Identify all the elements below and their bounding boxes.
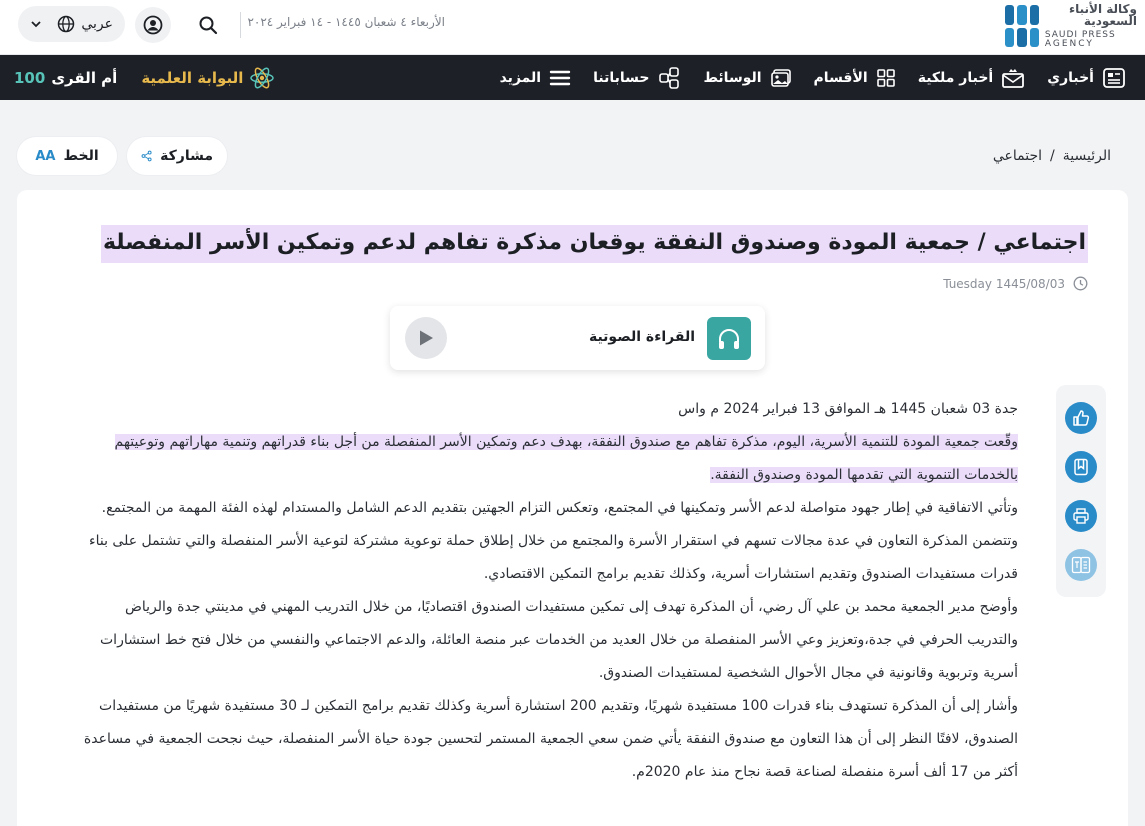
bookmark-button[interactable]	[1065, 451, 1097, 483]
nav-label: المزيد	[499, 69, 542, 86]
scientific-portal-link[interactable]	[141, 65, 275, 91]
share-button[interactable]	[127, 137, 227, 175]
article-paragraph: وأشار إلى أن المذكرة تستهدف بناء قدرات 100 مستفيدة شهريًا، وتقديم 200 استشارة أسرية وكذلك تقديم برامج التمكين لـ 30 مستفيدة شهريًا من مستفيدات الصندوق، لافتًا النظر إلى أن هذا التعاون مع صندوق النفقة يأتي ضمن سعي الجمعية المستمر لتحسين جودة حياة الأسر المنفصلة، حيث نجحت الجمعية في مساعدة أكثر من 17 ألف أسرة منفصلة لصناعة قصة نجاح منذ عام 2020م.	[83, 698, 1018, 780]
media-icon	[770, 68, 792, 88]
user-icon	[143, 15, 163, 35]
side-actions	[1056, 385, 1106, 597]
breadcrumb-section[interactable]: اجتماعي	[992, 148, 1043, 164]
partner-label: أم القرى	[51, 69, 118, 87]
breadcrumb	[993, 148, 1111, 164]
account-button[interactable]	[135, 7, 171, 43]
partner-badge: 100	[14, 69, 46, 87]
headphones-icon	[707, 317, 751, 360]
play-button[interactable]	[405, 317, 447, 359]
print-icon	[1072, 507, 1090, 525]
logo-mark	[1005, 5, 1039, 47]
language-label: عربي	[81, 16, 113, 32]
nav-label: حساباتنا	[593, 69, 650, 86]
like-button[interactable]	[1065, 402, 1097, 434]
translate-button[interactable]	[1065, 549, 1097, 581]
play-icon	[418, 329, 434, 347]
partner-links	[14, 64, 275, 92]
audio-player	[390, 306, 765, 370]
article-date-row	[943, 276, 1088, 291]
article-paragraph	[78, 426, 1018, 492]
main-nav	[0, 55, 1145, 100]
bookmark-icon	[1073, 458, 1089, 476]
article-title: اجتماعي / جمعية المودة وصندوق النفقة يوقعان مذكرة تفاهم لدعم وتمكين الأسر المنفصلة	[101, 225, 1088, 263]
partner-label: البوابة العلمية	[141, 69, 244, 87]
royal-mail-icon	[1001, 67, 1025, 89]
nav-item-accounts[interactable]	[582, 66, 692, 90]
nav-label: الأقسام	[813, 69, 868, 86]
article-date: Tuesday 1445/08/03	[943, 276, 1065, 291]
translate-icon	[1071, 556, 1091, 574]
menu-icon	[549, 69, 571, 87]
logo-wordmark	[1045, 3, 1137, 49]
share-icon	[141, 147, 152, 165]
nav-item-sections[interactable]	[803, 68, 907, 88]
globe-icon	[57, 15, 75, 33]
font-label: الخط	[63, 148, 99, 164]
nav-label: أخباري	[1047, 69, 1094, 86]
current-date: الأربعاء ٤ شعبان ١٤٤٥ - ١٤ فبراير ٢٠٢٤	[247, 15, 445, 29]
top-header	[0, 0, 1145, 55]
nav-item-media[interactable]	[692, 68, 802, 88]
logo-english-2: AGENCY	[1044, 39, 1094, 49]
breadcrumb-separator: /	[1050, 148, 1055, 164]
article-paragraph: وتتضمن المذكرة التعاون في عدة مجالات تسهم في استقرار الأسرة والمجتمع من خلال إطلاق حملة توعوية مشتركة لتوعية الأسر المنفصلة والتي تشتمل على بناء قدرات مستفيدات الصندوق وتقديم استشارات أسرية، وكذلك تقديم برامج التمكين الاقتصادي.	[89, 533, 1018, 582]
spa-logo[interactable]	[1005, 4, 1137, 48]
logo-english-1: SAUDI PRESS	[1044, 30, 1116, 40]
article-body	[78, 393, 1018, 789]
chevron-down-icon	[30, 18, 42, 30]
nav-item-my-news[interactable]	[1036, 67, 1137, 89]
article-paragraph: وتأتي الاتفاقية في إطار جهود متواصلة لدعم الأسر وتمكينها في المجتمع، وتعكس التزام الجهتين بتقديم الدعم الشامل والمستدام لهذه الفئة المهمة من المجتمع.	[101, 500, 1018, 516]
font-size-icon: AA	[35, 148, 56, 164]
search-button[interactable]	[190, 7, 226, 43]
nav-label: أخبار ملكية	[917, 69, 994, 86]
breadcrumb-home[interactable]: الرئيسية	[1062, 148, 1111, 164]
share-label: مشاركة	[160, 148, 213, 164]
article-paragraph: وأوضح مدير الجمعية محمد بن علي آل رضي، أن المذكرة تهدف إلى تمكين مستفيدات الصندوق اقتصاديًا، من خلال التدريب المهني في مدينتي جدة والرياض والتدريب الحرفي في جدة،وتعزيز وعي الأسر المنفصلة من خلال العديد من الخدمات عبر منصة العائلة، والدعم الاجتماعي والنفسي من خلال فتح خط استشارات أسرية وتربوية وقانونية في مجال الأحوال الشخصية لمستفيدات الصندوق.	[100, 599, 1018, 681]
newspaper-icon	[1102, 67, 1126, 89]
nav-item-royal-news[interactable]	[907, 67, 1037, 89]
atom-icon	[249, 65, 275, 91]
highlighted-paragraph: وقّعت جمعية المودة للتنمية الأسرية، اليوم، مذكرة تفاهم مع صندوق النفقة، بهدف دعم وتمكين الأسر المنفصلة من أجل بناء قدراتهم وتنمية مهاراتهم وتوعيتهم بالخدمات التنموية التي تقدمها المودة وصندوق النفقة.	[114, 434, 1018, 483]
print-button[interactable]	[1065, 500, 1097, 532]
accounts-icon	[657, 66, 681, 90]
nav-item-more[interactable]	[489, 69, 583, 87]
font-size-button[interactable]	[17, 137, 117, 175]
article-dateline: جدة 03 شعبان 1445 هـ الموافق 13 فبراير 2024 م واس	[678, 401, 1018, 417]
header-divider	[240, 12, 241, 38]
language-selector[interactable]	[18, 6, 125, 42]
grid-icon	[876, 68, 896, 88]
search-icon	[198, 15, 218, 35]
nav-items	[489, 55, 1137, 100]
clock-icon	[1073, 276, 1088, 291]
article-card	[17, 190, 1128, 826]
audio-label: القراءة الصوتية	[588, 329, 695, 345]
nav-label: الوسائط	[703, 69, 762, 86]
umm-alqura-link[interactable]	[14, 69, 117, 87]
like-icon	[1072, 409, 1090, 427]
logo-arabic: وكالة الأنباء السعودية	[1069, 2, 1137, 28]
